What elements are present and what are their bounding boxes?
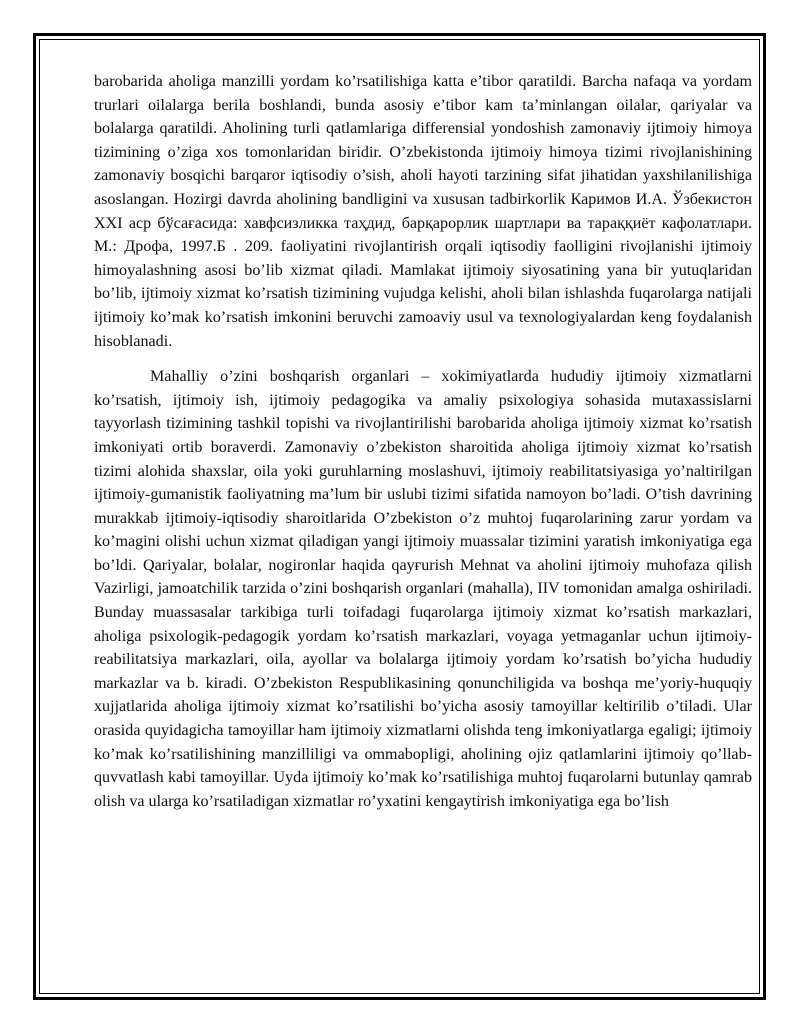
paragraph-2: Mahalliy o’zini boshqarish organlari – xokimiyatlarda hududiy ijtimoiy xizmatlarni ko’rsatish, ijtimoiy ish, ijtimoiy pedagogika va amaliy psixologiya sohasida mutaxassislarni tayyorlash tizimining tashkil topishi va rivojlantirilishi barobarida aholiga ijtimoiy xizmat ko’rsatish imkoniyati ortib boraverdi. Zamonaviy o’zbekiston sharoitida aholiga ijtimoiy xizmat ko’rsatish tizimi alohida shaxslar, oila yoki guruhlarning moslashuvi, ijtimoiy reabilitatsiyasiga yo’naltirilgan ijtimoiy-gumanistik faoliyatning ma’lum bir uslubi tizimi sifatida namoyon bo’ladi. O’tish davrining murakkab ijtimoiy-iqtisodiy sharoitlarida O’zbekiston o’z muhtoj fuqarolarining zarur yordam va ko’magini olishi uchun xizmat qiladigan yangi ijtimoiy muassalar tizimini yaratish imkoniyatiga ega bo’ldi. Qariyalar, bolalar, nogironlar haqida qayғurish Mehnat va aholini ijtimoiy muhofaza qilish Vazirligi, jamoatchilik tarzida o’zini boshqarish organlari (mahalla), IIV tomonidan amalga oshiriladi. Bunday muassasalar tarkibiga turli toifadagi fuqarolarga ijtimoiy xizmat ko’rsatish markazlari, aholiga psixologik-pedagogik yordam ko’rsatish markazlari, voyaga yetmaganlar uchun ijtimoiy-reabilitatsiya markazlari, oila, ayollar va bolalarga ijtimoiy yordam ko’rsatish bo’yicha hududiy markazlar va b. kiradi. O’zbekiston Respublikasining qonunchiligida va boshqa me’yoriy-huquqiy xujjatlarida aholiga ijtimoiy xizmat ko’rsatilishi bo’yicha asosiy tamoyillar keltirilib o’tiladi. Ular orasida quyidagicha tamoyillar ham ijtimoiy xizmatlarni olishda teng imkoniyatlarga egaligi; ijtimoiy ko’mak ko’rsatilishining manzilliligi va ommabopligi, aholining ojiz qatlamlarini ijtimoiy qo’llab-quvvatlash kabi tamoyillar. Uyda ijtimoiy ko’mak ko’rsatilishiga muhtoj fuqarolarni butunlay qamrab olish va ularga ko’rsatiladigan xizmatlar ro’yxatini kengaytirish imkoniyatiga ega bo’lish: [94, 368, 752, 810]
document-body: [94, 70, 752, 813]
paragraph-1: barobarida aholiga manzilli yordam ko’rsatilishiga katta e’tibor qaratildi. Barcha nafaqa va yordam trurlari oilalarga berila boshlandi, bunda asosiy e’tibor kam ta’minlangan oilalar, qariyalar va bolalarga qaratildi. Aholining turli qatlamlariga differensial yondoshish zamonaviy ijtimoiy himoya tizimining o’ziga xos tomonlaridan biridir. O’zbekistonda ijtimoiy himoya tizimi rivojlanishining zamonaviy bosqichi barqaror iqtisodiy o’sish, aholi hayoti tarzining sifat jihatidan yaxshilanilishiga asoslangan. Hozirgi davrda aholining bandligini va xususan tadbirkorlik Каримов И.А. Ўзбекистон XXI аср бўсағасида: хавфсизликка таҳдид, барқарорлик шартлари ва тараққиёт кафолатлари. М.: Дрофа, 1997.Б . 209. faoliyatini rivojlantirish orqali iqtisodiy faolligini rivojlanishi ijtimoiy himoyalashning asosi bo’lib xizmat qiladi. Mamlakat ijtimoiy siyosatining yana bir yutuqlaridan bo’lib, ijtimoiy xizmat ko’rsatish tizimining vujudga kelishi, aholi bilan ishlashda fuqarolarga natijali ijtimoiy ko’mak ko’rsatish imkonini beruvchi zamoaviy usul va texnologiyalardan keng foydalanish hisoblanadi.: [94, 73, 752, 350]
